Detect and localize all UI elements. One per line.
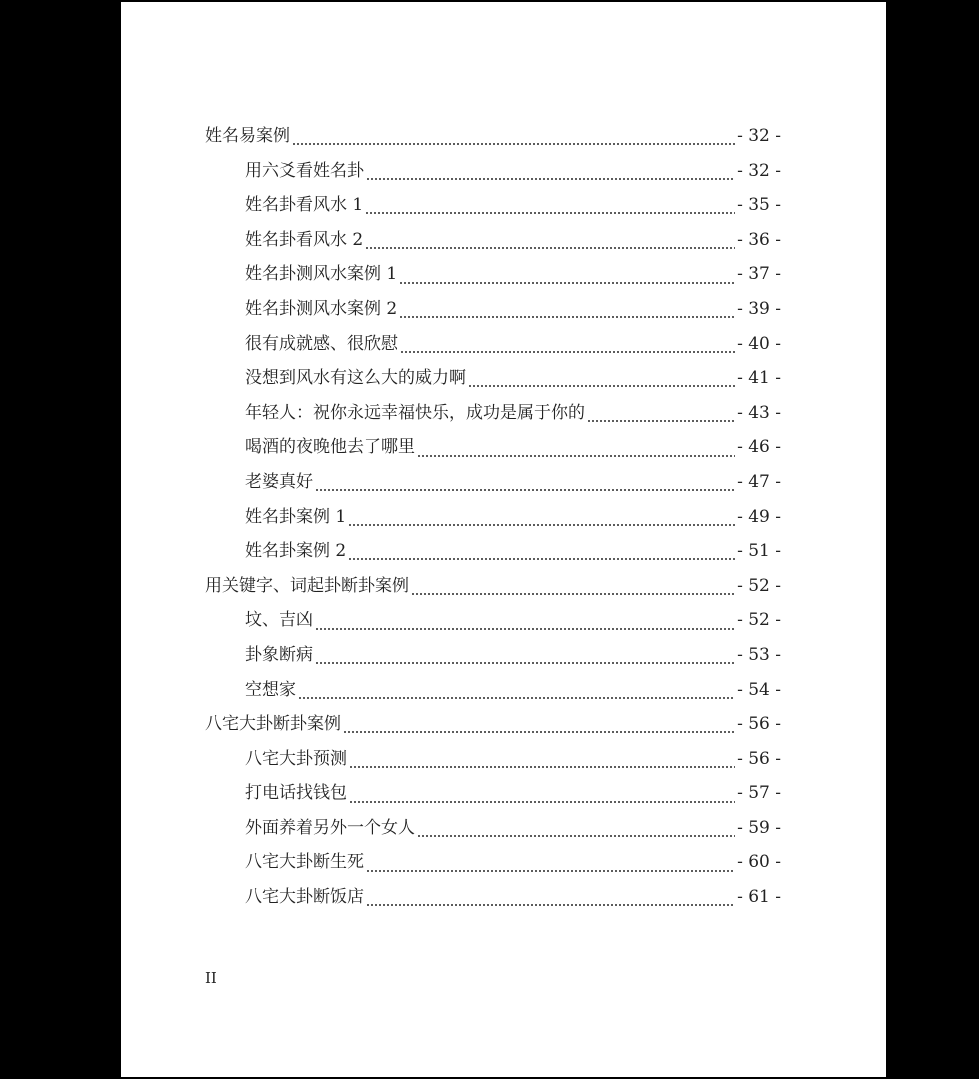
toc-leader-dots: [587, 419, 735, 423]
toc-leader-dots: [365, 246, 735, 250]
toc-entry-page: - 36 -: [737, 229, 781, 250]
toc-leader-dots: [411, 592, 735, 596]
toc-entry-page: - 39 -: [737, 298, 781, 319]
toc-entry[interactable]: [205, 778, 781, 813]
toc-entry-page: - 46 -: [737, 437, 781, 458]
toc-entry-title: 外面养着另外一个女人: [245, 817, 415, 838]
toc-entry[interactable]: [205, 709, 781, 744]
toc-entry-page: - 35 -: [737, 195, 781, 216]
toc-entry-page: - 52 -: [737, 610, 781, 631]
toc-entry[interactable]: [205, 605, 781, 640]
toc-entry-page: - 56 -: [737, 714, 781, 735]
toc-entry-page: - 37 -: [737, 264, 781, 285]
toc-leader-dots: [366, 903, 735, 907]
toc-entry[interactable]: [205, 398, 781, 433]
toc-entry-title: 很有成就感、很欣慰: [245, 333, 398, 354]
toc-entry[interactable]: [205, 225, 781, 260]
toc-entry-title: 用六爻看姓名卦: [245, 160, 364, 181]
toc-entry-page: - 52 -: [737, 575, 781, 596]
toc-leader-dots: [417, 454, 735, 458]
toc-leader-dots: [468, 384, 735, 388]
toc-entry-title: 坟、吉凶: [245, 610, 313, 631]
toc-leader-dots: [298, 696, 735, 700]
toc-entry-title: 年轻人：祝你永远幸福快乐，成功是属于你的: [245, 402, 585, 423]
toc-entry-page: - 61 -: [737, 887, 781, 908]
toc-entry[interactable]: [205, 156, 781, 191]
toc-entry-title: 姓名卦看风水 1: [245, 195, 364, 216]
toc-entry-title: 空想家: [245, 679, 296, 700]
toc-entry-title: 八宅大卦预测: [245, 748, 347, 769]
toc-entry-page: - 43 -: [737, 402, 781, 423]
toc-entry-title: 打电话找钱包: [245, 783, 347, 804]
toc-entry-title: 八宅大卦断饭店: [245, 887, 364, 908]
toc-leader-dots: [343, 730, 735, 734]
toc-entry-title: 喝酒的夜晚他去了哪里: [245, 437, 415, 458]
toc-entry[interactable]: [205, 813, 781, 848]
toc-entry-title: 老婆真好: [245, 471, 313, 492]
toc-entry-title: 姓名卦案例 2: [245, 541, 347, 562]
toc-entry-page: - 57 -: [737, 783, 781, 804]
toc-entry[interactable]: [205, 502, 781, 537]
toc-entry[interactable]: [205, 363, 781, 398]
toc-leader-dots: [349, 765, 735, 769]
toc-entry[interactable]: [205, 847, 781, 882]
toc-entry-title: 姓名卦测风水案例 1: [245, 264, 398, 285]
toc-entry-page: - 32 -: [737, 126, 781, 146]
toc-entry[interactable]: [205, 882, 781, 917]
toc-entry-page: - 32 -: [737, 160, 781, 181]
toc-leader-dots: [366, 177, 735, 181]
toc-leader-dots: [366, 869, 735, 873]
toc-leader-dots: [348, 557, 735, 561]
toc-entry[interactable]: [205, 744, 781, 779]
toc-leader-dots: [399, 315, 735, 319]
toc-entry-page: - 40 -: [737, 333, 781, 354]
toc-entry[interactable]: [205, 571, 781, 606]
document-page: [121, 2, 886, 1077]
toc-entry-page: - 56 -: [737, 748, 781, 769]
toc-leader-dots: [292, 142, 735, 146]
toc-leader-dots: [315, 488, 735, 492]
toc-entry-title: 姓名卦测风水案例 2: [245, 298, 398, 319]
toc-entry[interactable]: [205, 294, 781, 329]
toc-entry[interactable]: [205, 329, 781, 364]
toc-entry-page: - 51 -: [737, 541, 781, 562]
toc-entry-page: - 41 -: [737, 368, 781, 389]
toc-entry[interactable]: [205, 675, 781, 710]
toc-entry-page: - 49 -: [737, 506, 781, 527]
page-number: II: [205, 969, 217, 987]
toc-entry-title: 没想到风水有这么大的威力啊: [245, 368, 466, 389]
toc-leader-dots: [399, 281, 735, 285]
toc-entry-title: 八宅大卦断生死: [245, 852, 364, 873]
toc-entry-page: - 54 -: [737, 679, 781, 700]
toc-entry[interactable]: [205, 190, 781, 225]
table-of-contents: [205, 121, 781, 917]
toc-entry[interactable]: [205, 467, 781, 502]
toc-leader-dots: [348, 523, 735, 527]
toc-entry[interactable]: [205, 121, 781, 156]
toc-entry[interactable]: [205, 432, 781, 467]
toc-entry-page: - 59 -: [737, 817, 781, 838]
toc-entry[interactable]: [205, 259, 781, 294]
toc-leader-dots: [349, 800, 735, 804]
toc-entry-page: - 47 -: [737, 471, 781, 492]
toc-leader-dots: [417, 834, 735, 838]
toc-entry-title: 卦象断病: [245, 644, 313, 665]
toc-entry-title: 姓名卦案例 1: [245, 506, 347, 527]
toc-entry-title: 八宅大卦断卦案例: [205, 714, 341, 735]
toc-leader-dots: [400, 350, 735, 354]
toc-leader-dots: [315, 627, 735, 631]
toc-entry-page: - 53 -: [737, 644, 781, 665]
toc-entry[interactable]: [205, 640, 781, 675]
toc-leader-dots: [315, 661, 735, 665]
toc-entry-title: 用关键字、词起卦断卦案例: [205, 575, 409, 596]
toc-entry-page: - 60 -: [737, 852, 781, 873]
toc-entry[interactable]: [205, 536, 781, 571]
toc-entry-title: 姓名易案例: [205, 126, 290, 146]
toc-entry-title: 姓名卦看风水 2: [245, 229, 364, 250]
toc-leader-dots: [365, 211, 735, 215]
